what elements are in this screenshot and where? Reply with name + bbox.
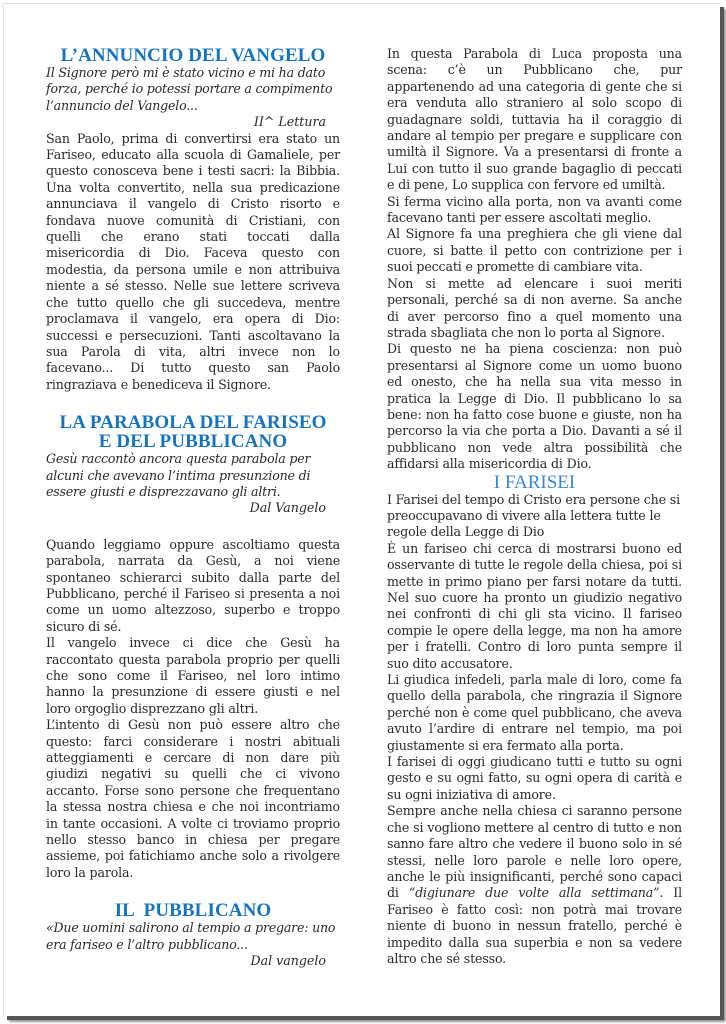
- paragraph: Di questo ne ha piena coscienza: non può presentarsi al Signore come un uomo buono ed onesto, che ha nella sua vita messo in pratica la Legge di Dio. Il pubblicano lo sa bene: non ha fatto cose buone e giuste, non ha percorso la via che porta a Dio. Davanti a sé il pubblicano non vede altra possibilità che affidarsi alla misericordia di Dio.: [387, 341, 682, 472]
- quote-lettura: Il Signore però mi è stato vicino e mi ha dato forza, perché io potessi portare a compimento l’annuncio del Vangelo...: [46, 65, 333, 113]
- paragraph-last: [387, 803, 682, 967]
- text-run: Sempre anche nella chiesa ci saranno persone che si vogliono mettere al centro di tutto e non sanno fare altro che vedere il buono solo in sé stessi, nelle loro parole e nelle loro opere, anche le più insignificanti, perché sono capaci di: [387, 803, 682, 901]
- left-column: [46, 46, 340, 970]
- paragraph: I Farisei del tempo di Cristo era persone che si preoccupavano di vivere alla lettera tutte le regole della Legge di Dio: [387, 491, 680, 540]
- paragraph: Li giudica infedeli, parla male di loro, come fa quello della parabola, che ringrazia il Signore perché non è come quel pubblicano, che aveva avuto l’ardire di entrare nel tempio, ma poi giustamente si era fermato alla porta.: [387, 672, 682, 753]
- paragraph: L’intento di Gesù non può essere altro che questo: farci considerare i nostri abituali atteggiamenti e cercare di non dare più giudizi negativi su quelli che ci vivono accanto. Forse sono persone che frequentano la stessa nostra chiesa e che noi incontriamo in tante occasioni. A volte ci troviamo proprio nello stesso banco in chiesa per pregare assieme, poi fatichiamo anche solo a rivolgere loro la parola.: [46, 717, 340, 880]
- right-column: [387, 46, 682, 967]
- paragraph: È un fariseo chi cerca di mostrarsi buono ed osservante di tutte le regole della chiesa, poi si mette in primo piano per farsi notare da tutti. Nel suo cuore ha pronto un giudizio negativo nei confronti di chi gli sta vicino. Il fariseo compie le opere della legge, ma non ha amore per i fratelli. Contro di loro punta sempre il suo dito accusatore.: [387, 540, 682, 671]
- paragraph: Si ferma vicino alla porta, non va avanti come facevano tanti per essere ascoltati meglio.: [387, 193, 682, 226]
- quote-source: Dal Vangelo: [249, 500, 326, 516]
- heading-parabola-line2: E DEL PUBBLICANO: [98, 431, 288, 453]
- heading-i-farisei: I FARISEI: [493, 471, 576, 493]
- paragraph: Quando leggiamo oppure ascoltiamo questa parabola, narrata da Gesù, a noi viene spontaneo schierarci subito dalla parte del Pubblicano, perché il Fariseo si presenta a noi come un uomo altezzoso, superbo e troppo sicuro di sé.: [46, 536, 340, 634]
- paragraph: Il vangelo invece ci dice che Gesù ha raccontato questa parabola proprio per quelli che sono come il Fariseo, nel loro intimo hanno la presunzione di essere giusti e nel loro orgoglio disprezzano gli altri.: [46, 635, 340, 716]
- paragraph: Al Signore fa una preghiera che gli viene dal cuore, si batte il petto con contrizione per i suoi peccati e promette di cambiare vita.: [387, 226, 682, 275]
- italic-citation: “digiunare due volte alla settimana”.: [408, 885, 664, 901]
- quote-source: Dal vangelo: [250, 953, 326, 969]
- heading-annuncio-del-vangelo: L’ANNUNCIO DEL VANGELO: [60, 45, 326, 66]
- paragraph: I farisei di oggi giudicano tutti e tutto su ogni gesto e su ogni fatto, su ogni opera di carità e su ogni iniziativa di amore.: [387, 754, 682, 802]
- paragraph: Non si mette ad elencare i suoi meriti personali, perché sa di non averne. Sa anche di aver percorso fino a quel momento una strada sbagliata che non lo porta al Signore.: [387, 275, 682, 340]
- quote-vangelo: Gesù raccontò ancora questa parabola per alcuni che avevano l’intima presunzione di essere giusti e disprezzavano gli altri.: [46, 451, 311, 499]
- heading-parabola-line1: LA PARABOLA DEL FARISEO: [59, 412, 327, 434]
- document-page: [3, 3, 720, 1016]
- quote-vangelo-pubblicano: «Due uomini salirono al tempio a pregare: uno era fariseo e l’altro pubblicano...: [46, 920, 336, 952]
- quote-source: II^ Lettura: [253, 114, 326, 130]
- heading-il-pubblicano: IL PUBBLICANO: [114, 900, 272, 922]
- paragraph-san-paolo: San Paolo, prima di convertirsi era stato un Fariseo, educato alla scuola di Gamaliele, per questo conosceva bene i testi sacri: la Bibbia. Una volta convertito, nella sua predicazione annunciava il vangelo di Cristo risorto e fondava nuove comunità di Cristiani, con quelli che erano stati toccati dalla misericordia di Dio. Faceva questo con modestia, da persona umile e non attribuiva niente a sé stesso. Nelle sue lettere scriveva che tutto quello che gli succedeva, mentre proclamava il vangelo, era opera di Dio: successi e persecuzioni. Tanti ascoltavano la sua Parola di vita, altri invece non lo facevano... Di tutto questo san Paolo ringraziava e benediceva il Signore.: [46, 130, 340, 392]
- text-run: Il Fariseo è fatto così: non potrà mai trovare niente di buono in nessun fratello, perché è impedito dalla sua superbia e non sa vedere altro che sé stesso.: [387, 885, 682, 966]
- paragraph: In questa Parabola di Luca proposta una scena: c’è un Pubblicano che, pur appartenendo ad una categoria di gente che si era venduta allo straniero al solo scopo di guadagnare soldi, tuttavia ha il coraggio di andare al tempio per pregare e supplicare con umiltà il Signore. Va a presentarsi di fronte a Lui con tutto il suo grande bagaglio di peccati e di pene, Lo supplica con fervore ed umiltà.: [387, 46, 682, 193]
